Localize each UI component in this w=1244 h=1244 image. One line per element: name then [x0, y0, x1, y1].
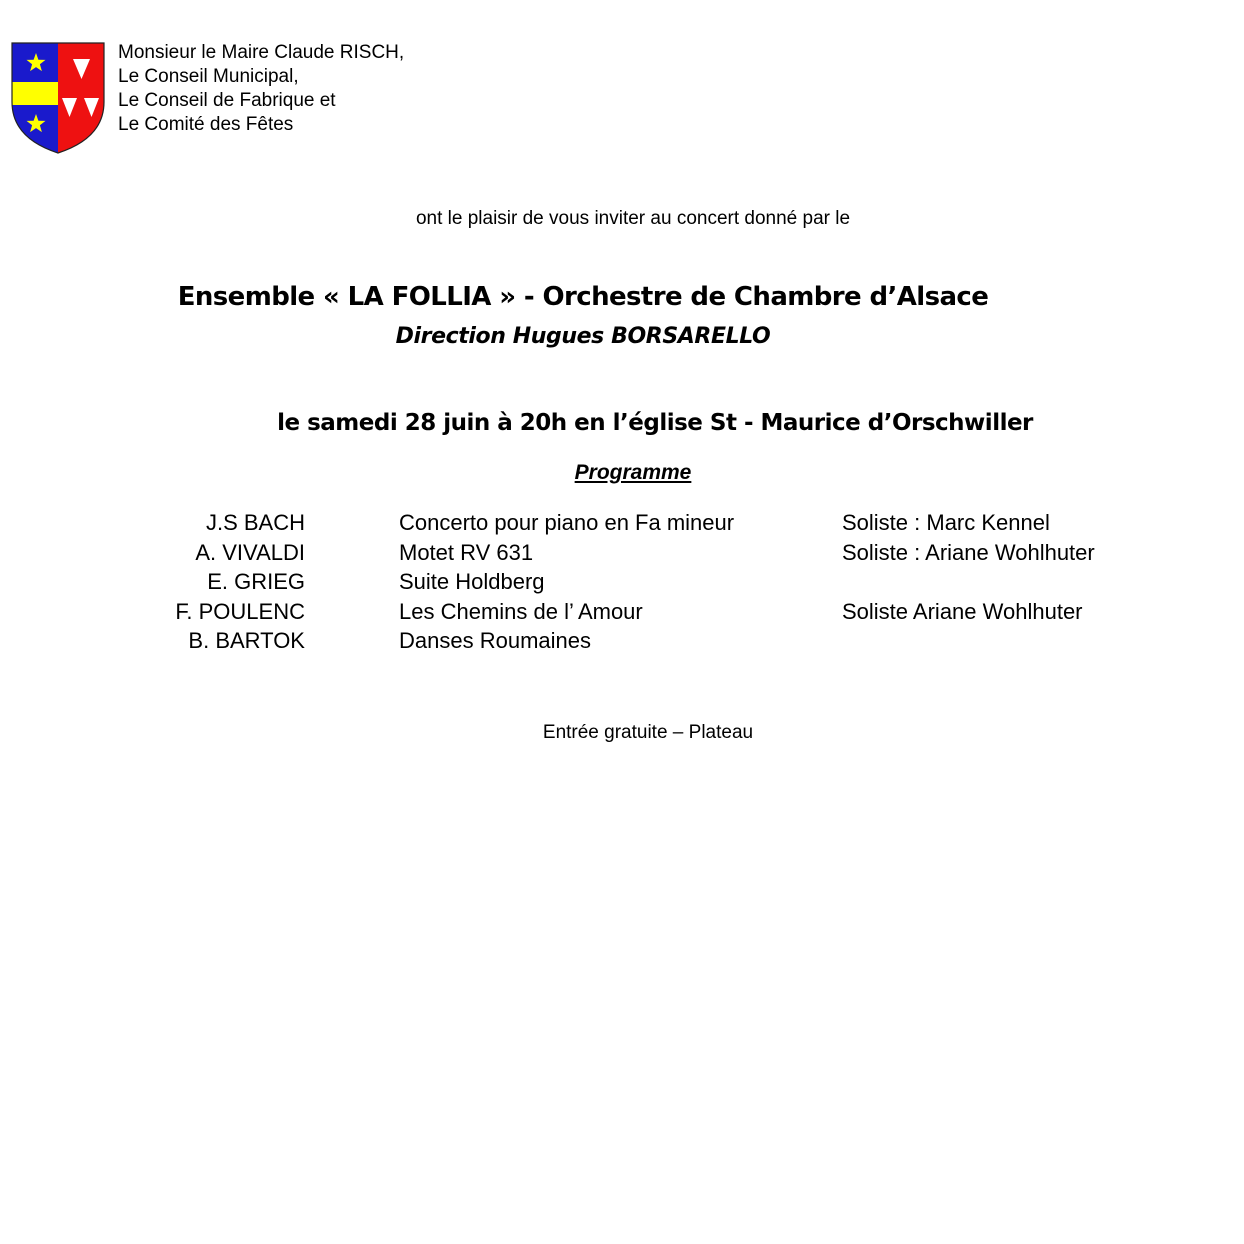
admission-note: Entrée gratuite – Plateau [542, 722, 754, 743]
programme-row [0, 569, 1244, 599]
composer-name: E. GRIEG [207, 569, 305, 594]
host-line: Le Conseil de Fabrique et [118, 90, 336, 111]
host-line: Le Conseil Municipal, [118, 66, 299, 87]
work-title: Suite Holdberg [399, 569, 545, 594]
work-title: Les Chemins de l’ Amour [399, 598, 643, 624]
work-title: Motet RV 631 [399, 539, 534, 565]
host-line: Monsieur le Maire Claude RISCH, [118, 42, 405, 63]
ensemble-title: Ensemble « LA FOLLIA » - Orchestre de Chambre d’Alsace [177, 282, 989, 312]
programme-heading: Programme [574, 461, 692, 484]
composer-name: J.S BACH [205, 510, 305, 535]
soloist-name: Soliste : Ariane Wohlhuter [842, 539, 1095, 565]
composer-name: F. POULENC [175, 598, 305, 624]
host-line: Le Comité des Fêtes [118, 114, 294, 135]
concert-date-line: le samedi 28 juin à 20h en l’église St - Maurice d’Orschwiller [277, 410, 1033, 436]
work-title: Concerto pour piano en Fa mineur [399, 510, 735, 535]
work-title: Danses Roumaines [399, 628, 591, 653]
soloist-name: Soliste : Marc Kennel [842, 510, 1050, 535]
programme-row [0, 599, 1244, 629]
coat-of-arms-icon [11, 42, 105, 154]
conductor-line: Direction Hugues BORSARELLO [395, 324, 771, 349]
programme-row [0, 628, 1244, 658]
crest-yellow-band [11, 82, 58, 105]
programme-row [0, 540, 1244, 570]
invitation-hosts [118, 41, 404, 137]
composer-name: B. BARTOK [188, 628, 305, 653]
composer-name: A. VIVALDI [195, 539, 305, 565]
soloist-name: Soliste Ariane Wohlhuter [842, 598, 1083, 624]
programme-row [0, 510, 1244, 540]
programme-table [0, 510, 1244, 658]
invite-text: ont le plaisir de vous inviter au concert donné par le [415, 208, 851, 229]
